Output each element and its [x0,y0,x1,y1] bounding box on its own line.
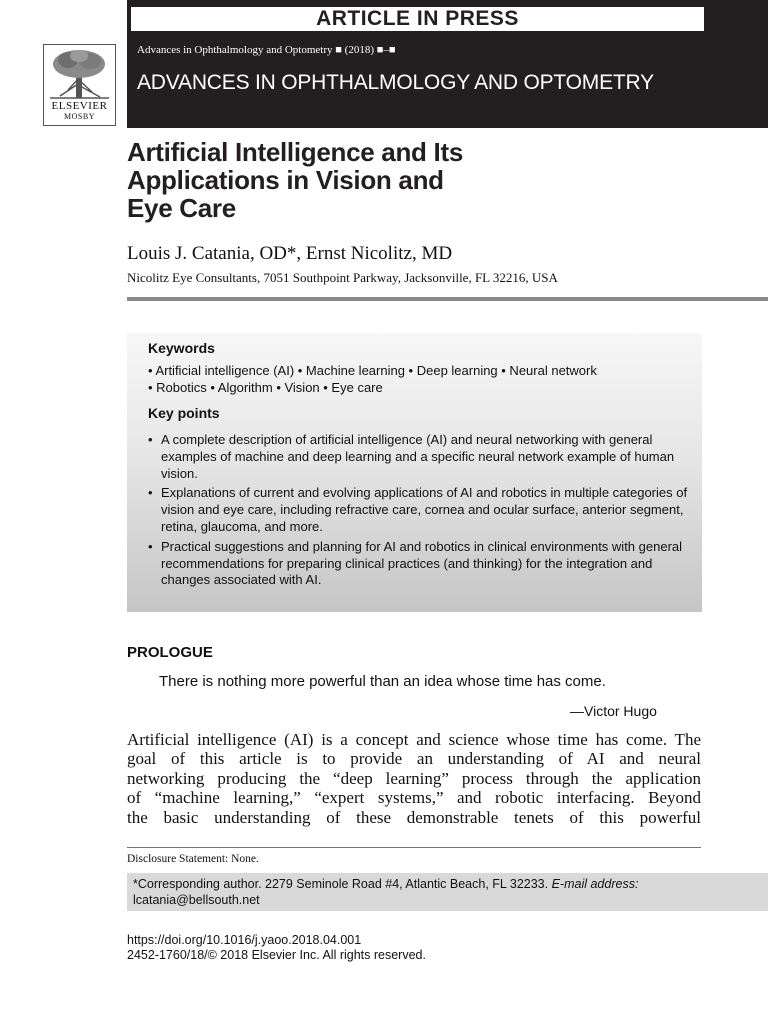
key-points-heading: Key points [148,405,220,421]
title-line: Applications in Vision and [127,165,444,195]
email-address[interactable]: lcatania@bellsouth.net [133,893,260,907]
copyright-line: 2452-1760/18/© 2018 Elsevier Inc. All rights reserved. [127,948,426,962]
disclosure-statement: Disclosure Statement: None. [127,853,259,865]
key-point-item: • A complete description of artificial intelligence (AI) and neural networking with general examples of machine and deep learning and a specific neural network example of human vision. [148,432,688,482]
epigraph-author: —Victor Hugo [570,703,657,719]
corresponding-author [133,876,713,908]
body-line: of “machine learning,” “expert systems,” and robotic interfacing. Beyond [127,788,701,808]
email-label: E-mail address: [551,877,639,891]
keywords-line: • Artificial intelligence (AI) • Machine learning • Deep learning • Neural network [148,363,597,378]
affiliation: Nicolitz Eye Consultants, 7051 Southpoint Parkway, Jacksonville, FL 32216, USA [127,270,558,285]
tree-icon [48,48,111,100]
section-divider [127,297,768,301]
article-in-press-banner: ARTICLE IN PRESS [131,7,704,31]
key-points-list [148,432,688,592]
author-list: Louis J. Catania, OD*, Ernst Nicolitz, MD [127,243,453,264]
body-paragraph [127,730,701,827]
title-line: Artificial Intelligence and Its [127,137,464,167]
doi-block [127,933,426,963]
article-title [127,138,647,222]
doi-link[interactable]: https://doi.org/10.1016/j.yaoo.2018.04.001 [127,933,362,947]
key-point-item: • Practical suggestions and planning for AI and robotics in clinical environments with general recommendations for preparing clinical practices (and thinking) for the integration and changes associated with AI. [148,539,688,589]
key-point-item: • Explanations of current and evolving applications of AI and robotics in multiple categories of vision and eye care, including refractive care, cornea and ocular surface, anterior segment, retina, glaucoma, and more. [148,485,688,535]
corresponding-address: *Corresponding author. 2279 Seminole Road #4, Atlantic Beach, FL 32233. [133,877,549,891]
elsevier-logo [43,44,116,126]
body-line: the basic understanding of these demonstrable tenets of this powerful [127,807,701,827]
prologue-heading: PROLOGUE [127,644,213,661]
body-line: Artificial intelligence (AI) is a concept and science whose time has come. The [127,730,701,749]
title-line: Eye Care [127,193,236,223]
footnote-divider [127,847,701,848]
epigraph-quote: There is nothing more powerful than an idea whose time has come. [159,673,606,690]
publisher-name: ELSEVIER [51,100,108,112]
body-line: goal of this article is to provide an understanding of AI and neural [127,749,701,769]
keywords-line: • Robotics • Algorithm • Vision • Eye care [148,380,383,395]
body-line: networking producing the “deep learning” process through the application [127,768,701,788]
keywords-heading: Keywords [148,340,215,356]
imprint-name: MOSBY [64,112,95,121]
journal-citation-line: Advances in Ophthalmology and Optometry ■ (2018) ■–■ [137,44,396,56]
journal-title: ADVANCES IN OPHTHALMOLOGY AND OPTOMETRY [137,71,654,94]
